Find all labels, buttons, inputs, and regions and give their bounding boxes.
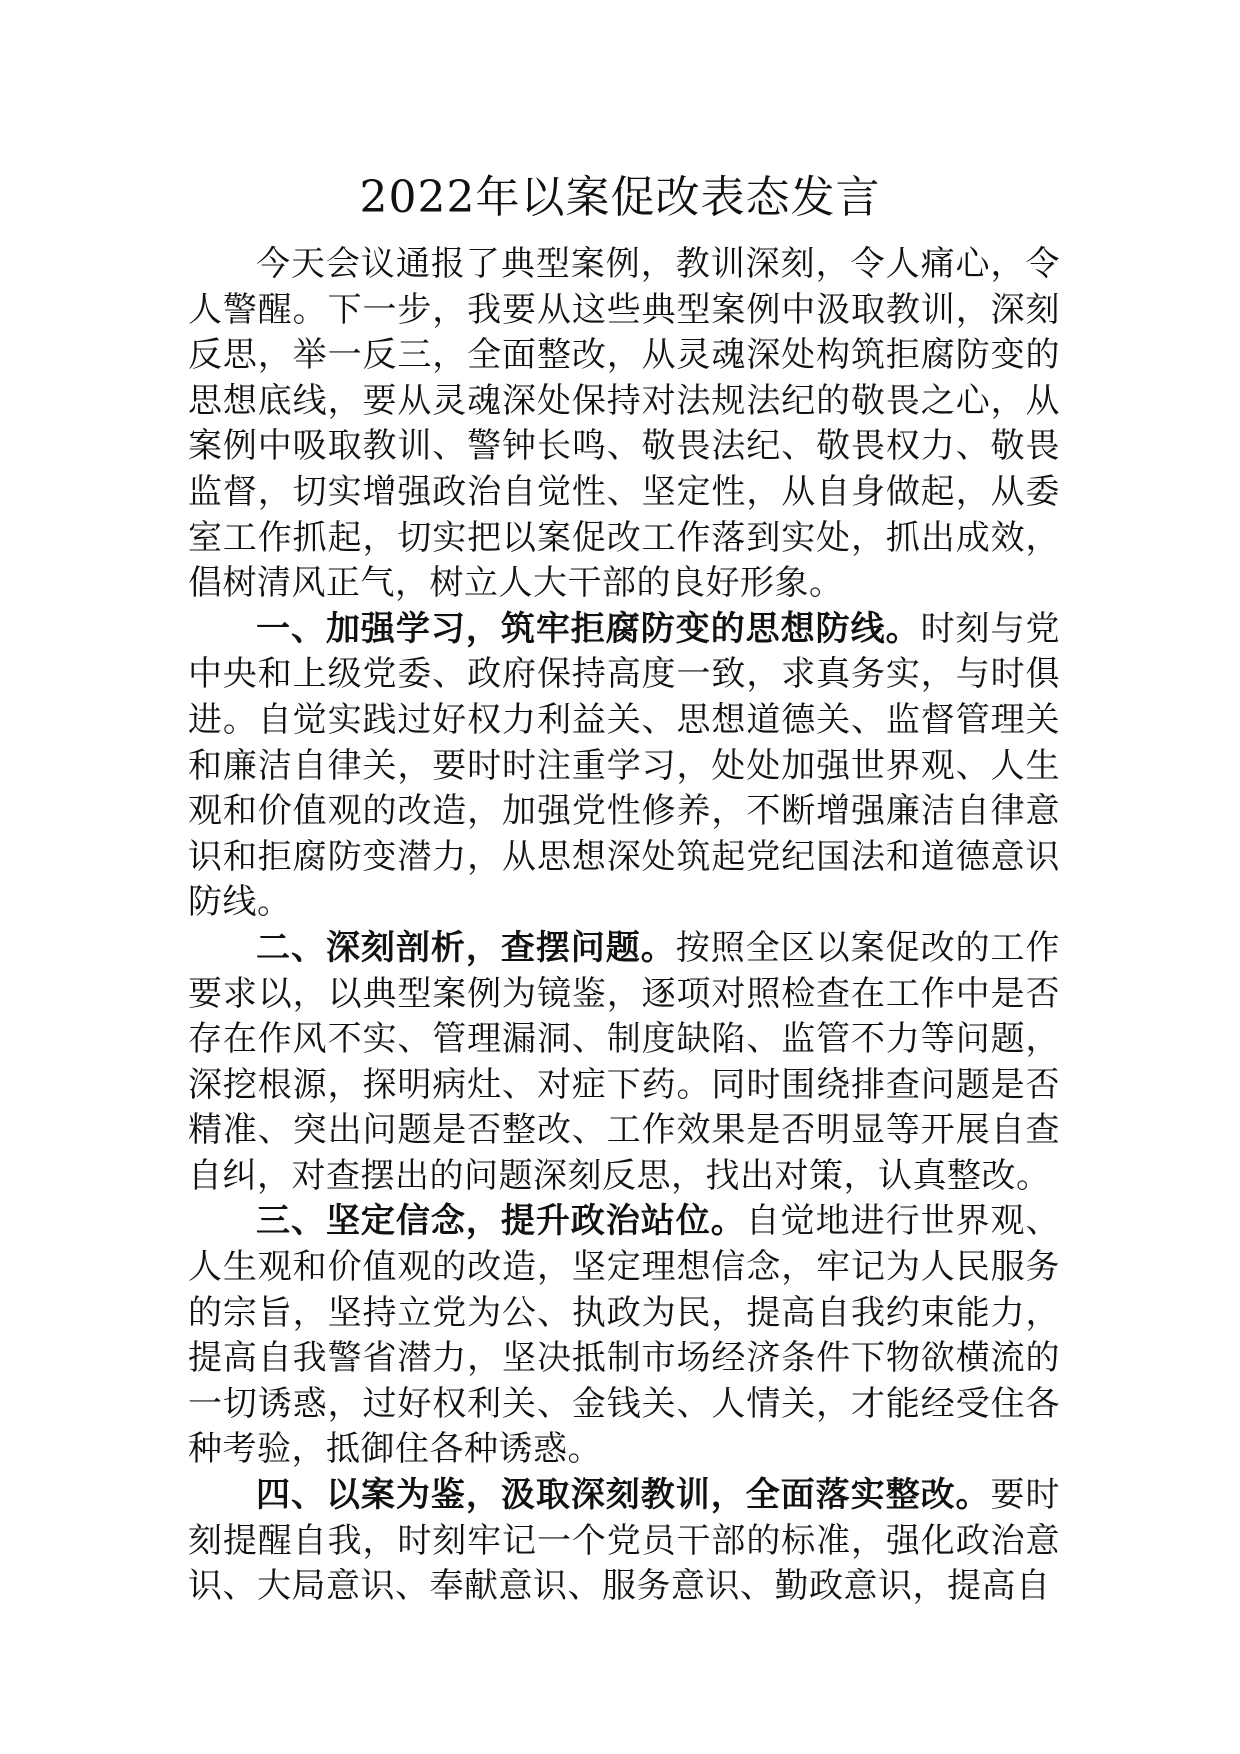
section-heading: 二、深刻剖析，查摆问题。 xyxy=(256,927,676,968)
document-title: 2022年以案促改表态发言 xyxy=(359,172,881,223)
section-heading: 四、以案为鉴，汲取深刻教训，全面落实整改。 xyxy=(256,1475,991,1516)
section-heading: 三、坚定信念，提升政治站位。 xyxy=(256,1201,746,1242)
paragraph-section-4 xyxy=(188,1473,1060,1610)
paragraph-text: 要时刻提醒自我，时刻牢记一个党员干部的标准，强化政治意识、大局意识、奉献意识、服务意识、勤政意识，提高自 xyxy=(188,1475,1061,1607)
section-heading: 一、加强学习，筑牢拒腐防变的思想防线。 xyxy=(256,608,921,649)
document-body xyxy=(188,242,1060,1610)
paragraph-intro xyxy=(188,242,1060,607)
paragraph-section-2 xyxy=(188,926,1060,1200)
paragraph-section-3 xyxy=(188,1199,1060,1473)
paragraph-section-1 xyxy=(188,607,1060,926)
paragraph-text: 自觉地进行世界观、人生观和价值观的改造，坚定理想信念，牢记为人民服务的宗旨，坚持立党为公、执政为民，提高自我约束能力，提高自我警省潜力，坚决抵制市场经济条件下物欲横流的一切诱惑，过好权利关、金钱关、人情关，才能经受住各种考验，抵御住各种诱惑。 xyxy=(188,1201,1061,1470)
paragraph-text: 时刻与党中央和上级党委、政府保持高度一致，求真务实，与时俱进。自觉实践过好权力利益关、思想道德关、监督管理关和廉洁自律关，要时时注重学习，处处加强世界观、人生观和价值观的改造，加强党性修养，不断增强廉洁自律意识和拒腐防变潜力，从思想深处筑起党纪国法和道德意识防线。 xyxy=(188,608,1061,923)
paragraph-text: 按照全区以案促改的工作要求以，以典型案例为镜鉴，逐项对照检查在工作中是否存在作风不实、管理漏洞、制度缺陷、监管不力等问题，深挖根源，探明病灶、对症下药。同时围绕排查问题是否精准、突出问题是否整改、工作效果是否明显等开展自查自纠，对查摆出的问题深刻反思，找出对策，认真整改。 xyxy=(188,927,1061,1196)
paragraph-text: 今天会议通报了典型案例，教训深刻，令人痛心，令人警醒。下一步，我要从这些典型案例中汲取教训，深刻反思，举一反三，全面整改，从灵魂深处构筑拒腐防变的思想底线，要从灵魂深处保持对法规法纪的敬畏之心，从案例中吸取教训、警钟长鸣、敬畏法纪、敬畏权力、敬畏监督，切实增强政治自觉性、坚定性，从自身做起，从委室工作抓起，切实把以案促改工作落到实处，抓出成效，倡树清风正气，树立人大干部的良好形象。 xyxy=(188,244,1060,604)
